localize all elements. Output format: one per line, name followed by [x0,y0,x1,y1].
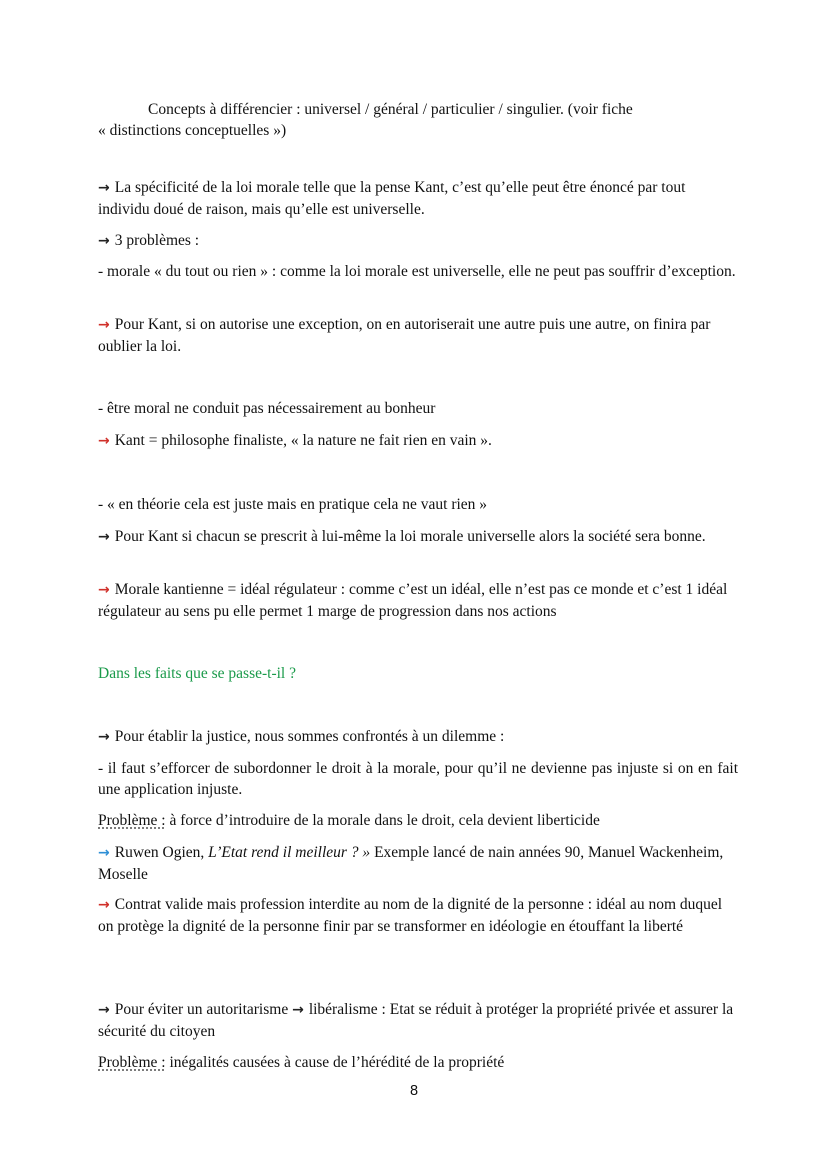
arrow-right-blue-icon: → [98,845,110,861]
problem-2-response: → Kant = philosophe finaliste, « la nature ne fait rien en vain ». [98,432,492,449]
arrow-right-icon: → [292,1002,304,1018]
problem-label: Problème : [98,1054,166,1071]
problem-inequality: Problème : inégalités causées à cause de l’hérédité de la propriété [98,1054,505,1071]
arrow-right-icon: → [98,180,110,196]
arrow-right-red-icon: → [98,317,110,333]
facts-heading: Dans les faits que se passe-t-il ? [98,665,296,682]
concepts-line-1: Concepts à différencier : universel / général / particulier / singulier. (voir fiche [148,101,633,118]
page-number: 8 [409,1083,419,1099]
arrow-right-icon: → [98,529,110,545]
liberalism-paragraph: → Pour éviter un autoritarisme → libéralisme : Etat se réduit à protéger la propriété privée et assurer la sécurité du citoyen [98,1001,734,1040]
ogien-reference: → Ruwen Ogien, L’Etat rend il meilleur ? » Exemple lancé de nain années 90, Manuel Wackenheim, Moselle [98,844,724,883]
concepts-line-2: « distinctions conceptuelles ») [98,122,287,139]
concepts-paragraph [98,99,738,141]
kant-specificity-paragraph: → La spécificité de la loi morale telle que la pense Kant, c’est qu’elle peut être énoncé par tout individu doué de raison, mais qu’elle est universelle. [98,179,686,218]
book-title: L’Etat rend il meilleur ? » [208,844,371,861]
dilemma-paragraph: → Pour établir la justice, nous sommes confrontés à un dilemme : [98,728,505,745]
problem-2-paragraph: - être moral ne conduit pas nécessairement au bonheur [98,400,436,417]
arrow-right-red-icon: → [98,897,110,913]
problem-label: Problème : [98,812,166,829]
problem-1-response: → Pour Kant, si on autorise une exception, on en autoriserait une autre puis une autre, on finira par oublier la loi. [98,316,711,355]
problem-3-paragraph: - « en théorie cela est juste mais en pratique cela ne vaut rien » [98,496,488,513]
problems-heading: → 3 problèmes : [98,232,200,249]
problem-1-paragraph: - morale « du tout ou rien » : comme la loi morale est universelle, elle ne peut pas souffrir d’exception. [98,263,736,280]
option-1-paragraph: - il faut s’efforcer de subordonner le droit à la morale, pour qu’il ne devienne pas injuste si on en fait une application injuste. [98,760,738,798]
problem-liberticide: Problème : à force d’introduire de la morale dans le droit, cela devient liberticide [98,812,600,829]
arrow-right-red-icon: → [98,433,110,449]
problem-3-response-2: → Morale kantienne = idéal régulateur : comme c’est un idéal, elle n’est pas ce monde et c’est 1 idéal régulateur au sens pu elle permet 1 marge de progression dans nos actions [98,581,728,620]
arrow-right-icon: → [98,729,110,745]
problem-3-response-1: → Pour Kant si chacun se prescrit à lui-même la loi morale universelle alors la société sera bonne. [98,528,706,545]
arrow-right-red-icon: → [98,582,110,598]
arrow-right-icon: → [98,1002,110,1018]
arrow-right-icon: → [98,233,110,249]
contract-paragraph: → Contrat valide mais profession interdite au nom de la dignité de la personne : idéal au nom duquel on protège la dignité de la personne finir par se transformer en idéologie en étouffant la liberté [98,896,723,935]
